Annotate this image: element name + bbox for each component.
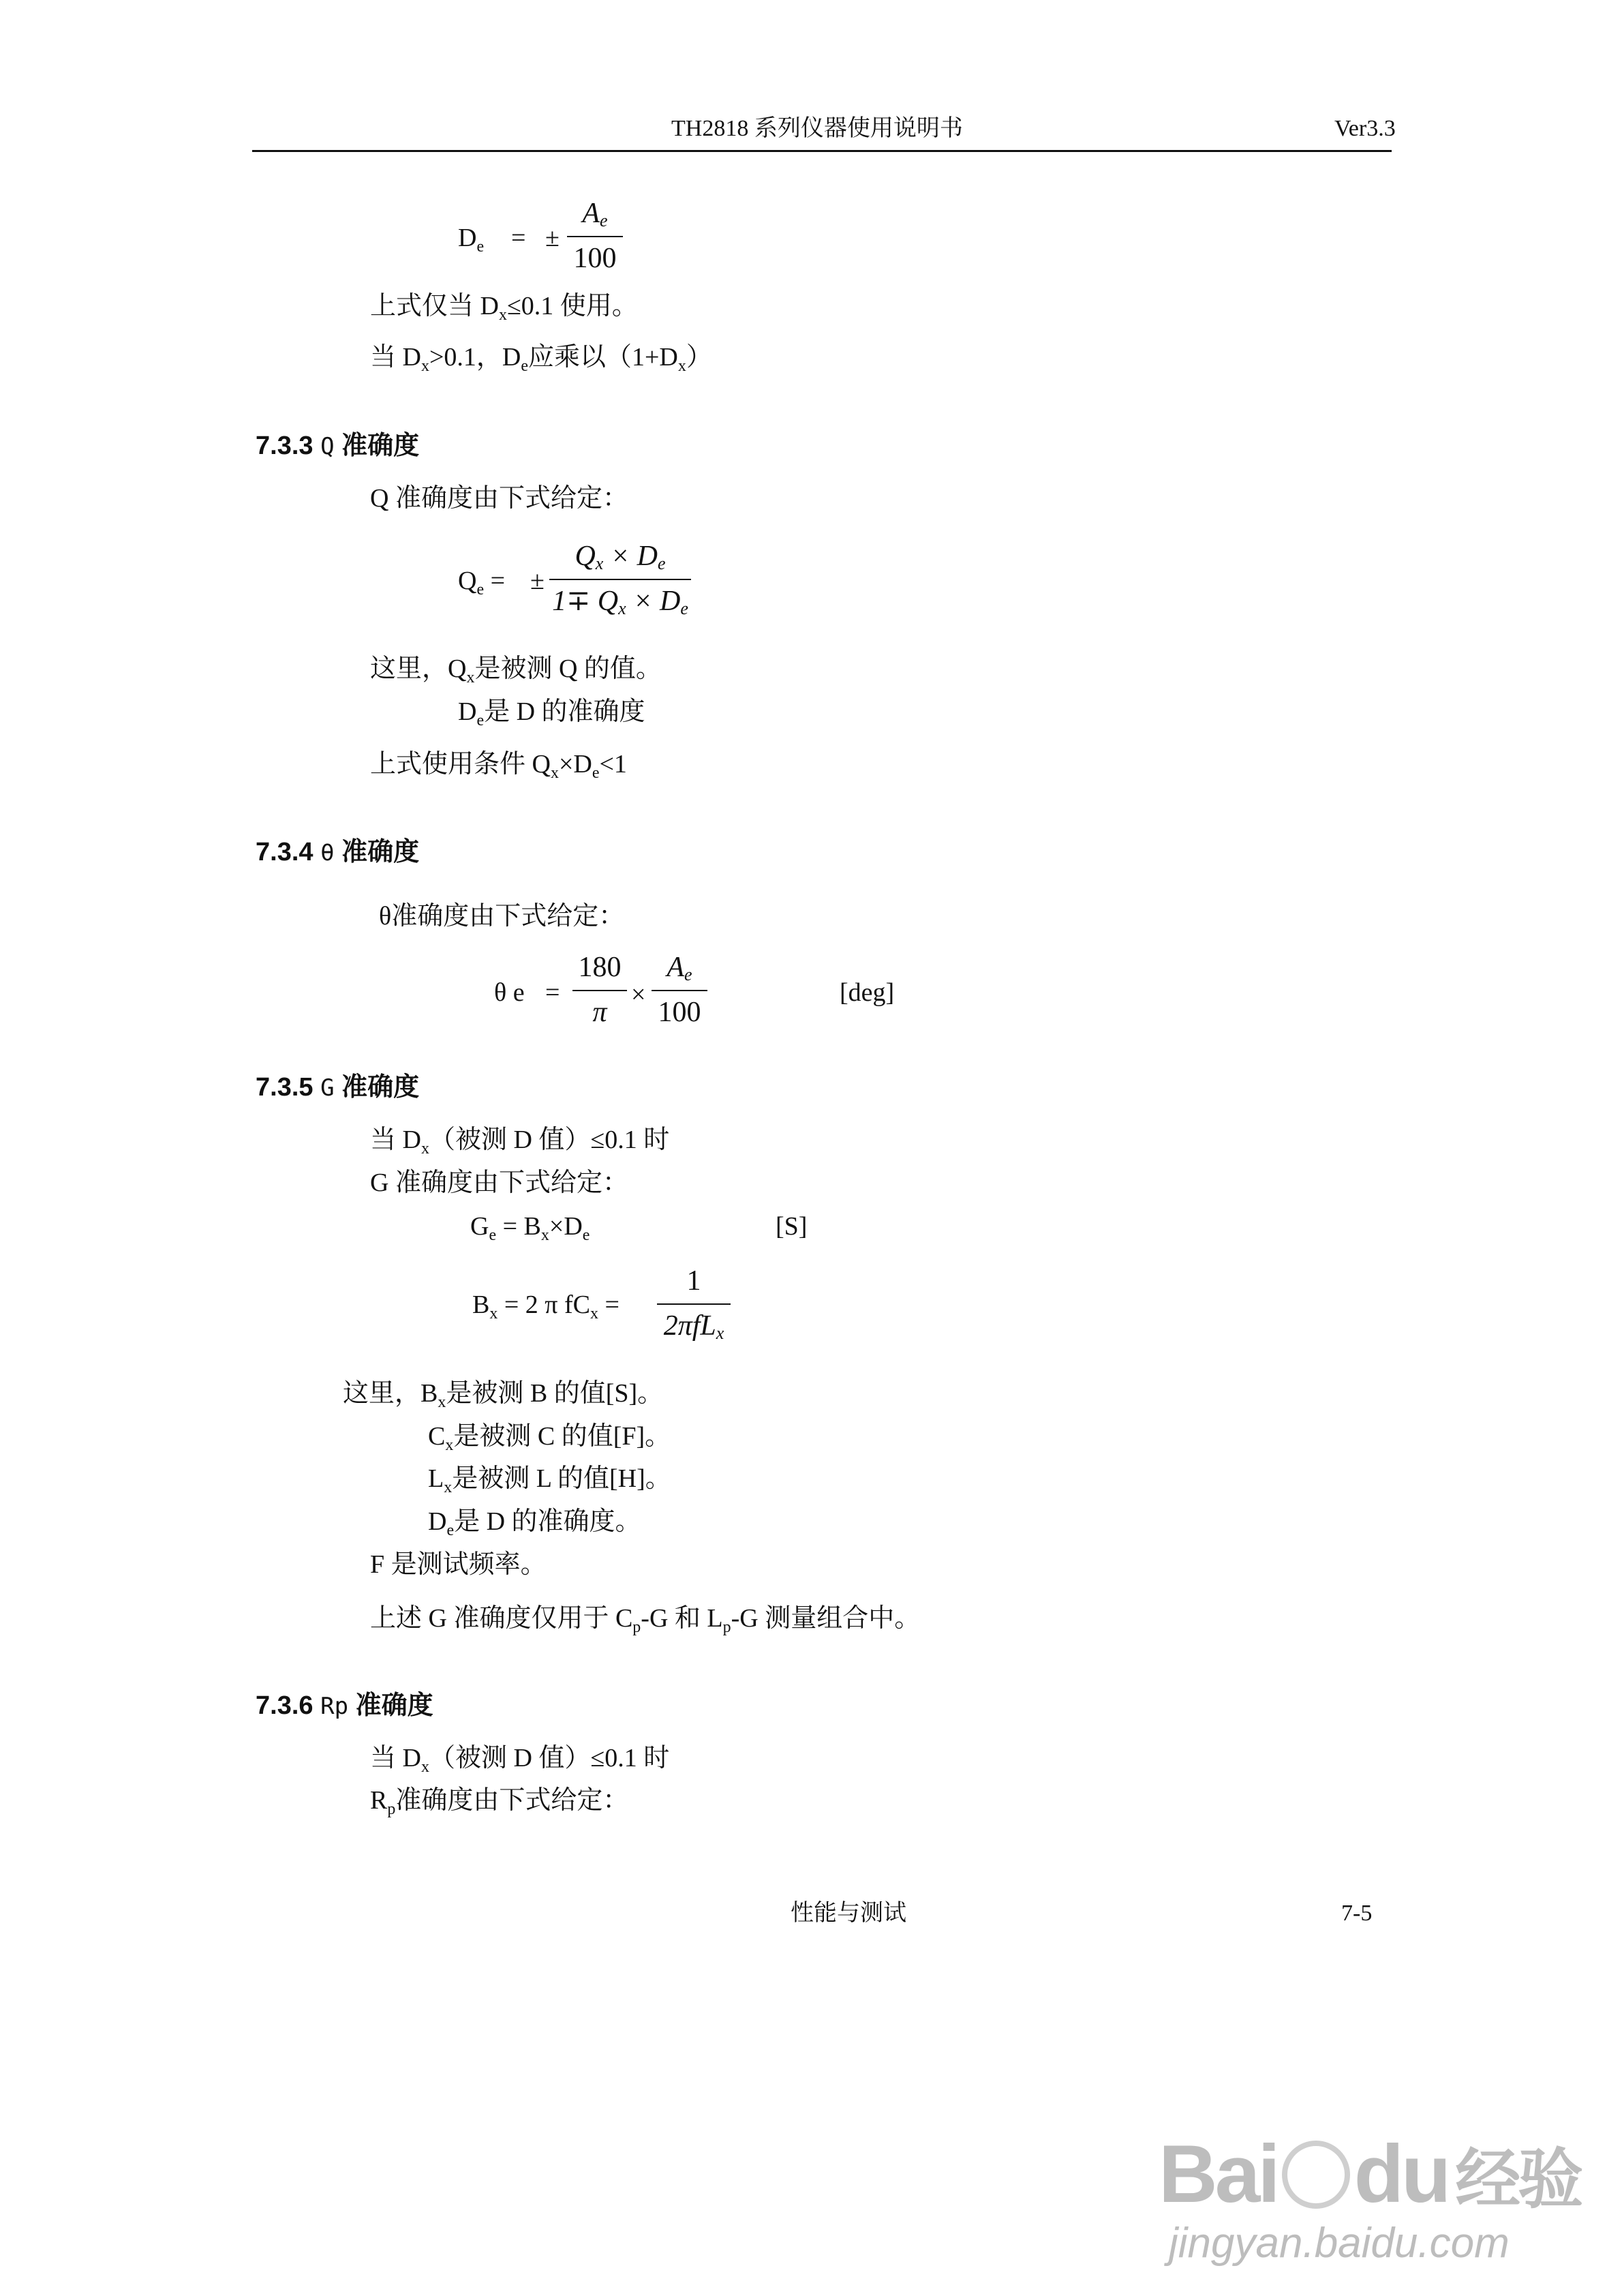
de-formula-lhs: $D_e$	[458, 224, 485, 256]
qe-formula-lhs: $Q_e$ =	[458, 567, 506, 599]
g-note: 上述 G 准确度仅用于 $C_p-G$ 和 $L_p-G$ 测量组合中。	[370, 1604, 921, 1636]
g-frequency-line: F 是测试频率。	[370, 1550, 547, 1579]
paw-icon	[1282, 2141, 1350, 2209]
intro-line-2: 当 $D_x>0.1$，$D_e$应乘以$(1+D_x)$	[370, 343, 712, 375]
theta-formula-eq: =	[545, 978, 560, 1007]
q-where-1: 这里，$Q_x$是被测 Q 的值。	[370, 654, 662, 686]
theta-unit: [deg]	[840, 978, 895, 1007]
section-heading-7-3-5: 7.3.5 G 准确度	[256, 1073, 420, 1102]
de-fraction: Ae 100	[567, 199, 623, 281]
de-formula-eq: =	[511, 224, 526, 252]
rp-accuracy-desc: $R_p$准确度由下式给定：	[370, 1786, 629, 1818]
watermark-url: jingyan.baidu.com	[1169, 2220, 1510, 2267]
ge-formula: $G_e = B_x\times D_e$	[470, 1212, 590, 1244]
footer-page-number: 7-5	[1341, 1901, 1373, 1926]
footer-section: 性能与测试	[791, 1901, 906, 1926]
de-formula-pm: ±	[545, 224, 560, 252]
intro-line-1: 上式仅当 $D_x\le 0.1$ 使用。	[370, 292, 638, 324]
g-where-1: 这里，$B_x$是被测 B 的值[S]。	[343, 1379, 664, 1411]
theta-fraction-2: Ae 100	[652, 953, 707, 1035]
theta-fraction-1: 180 π	[572, 953, 627, 1035]
watermark-logo: Bai du 经验	[1159, 2128, 1581, 2220]
theta-accuracy-desc: θ准确度由下式给定：	[379, 902, 625, 931]
q-condition: 上式使用条件 $Q_x\times D_e<1$	[370, 750, 627, 782]
q-where-2: $D_e$是 D 的准确度	[458, 697, 645, 729]
g-condition: 当 $D_x$（被测 D 值）≤0.1 时	[370, 1126, 670, 1158]
theta-formula-lhs: θ e	[494, 978, 525, 1007]
bx-fraction: 1 2πfLx	[657, 1267, 731, 1348]
header-version: Ver3.3	[1334, 116, 1396, 141]
g-where-3: $L_x$是被测 L 的值[H]。	[428, 1464, 671, 1496]
qe-fraction: Qx × De 1∓ Qx × De	[549, 542, 691, 624]
bx-formula: $B_x = 2$ π $fC_x$ =	[472, 1290, 619, 1323]
ge-unit: [S]	[776, 1212, 808, 1241]
q-accuracy-desc: Q 准确度由下式给定：	[370, 484, 628, 513]
header-title: TH2818 系列仪器使用说明书	[671, 116, 963, 141]
section-heading-7-3-6: 7.3.6 Rp 准确度	[256, 1691, 433, 1720]
g-accuracy-desc: G 准确度由下式给定：	[370, 1168, 628, 1197]
theta-formula-times: ×	[631, 980, 646, 1009]
header-rule	[252, 150, 1392, 152]
section-heading-7-3-4: 7.3.4 θ 准确度	[256, 838, 420, 866]
section-heading-7-3-3: 7.3.3 Q 准确度	[256, 432, 420, 460]
qe-formula-pm: ±	[530, 567, 545, 595]
g-where-2: $C_x$是被测 C 的值[F]。	[428, 1422, 671, 1454]
rp-condition: 当 $D_x$（被测 D 值）≤0.1 时	[370, 1744, 670, 1776]
g-where-4: $D_e$是 D 的准确度。	[428, 1507, 641, 1539]
